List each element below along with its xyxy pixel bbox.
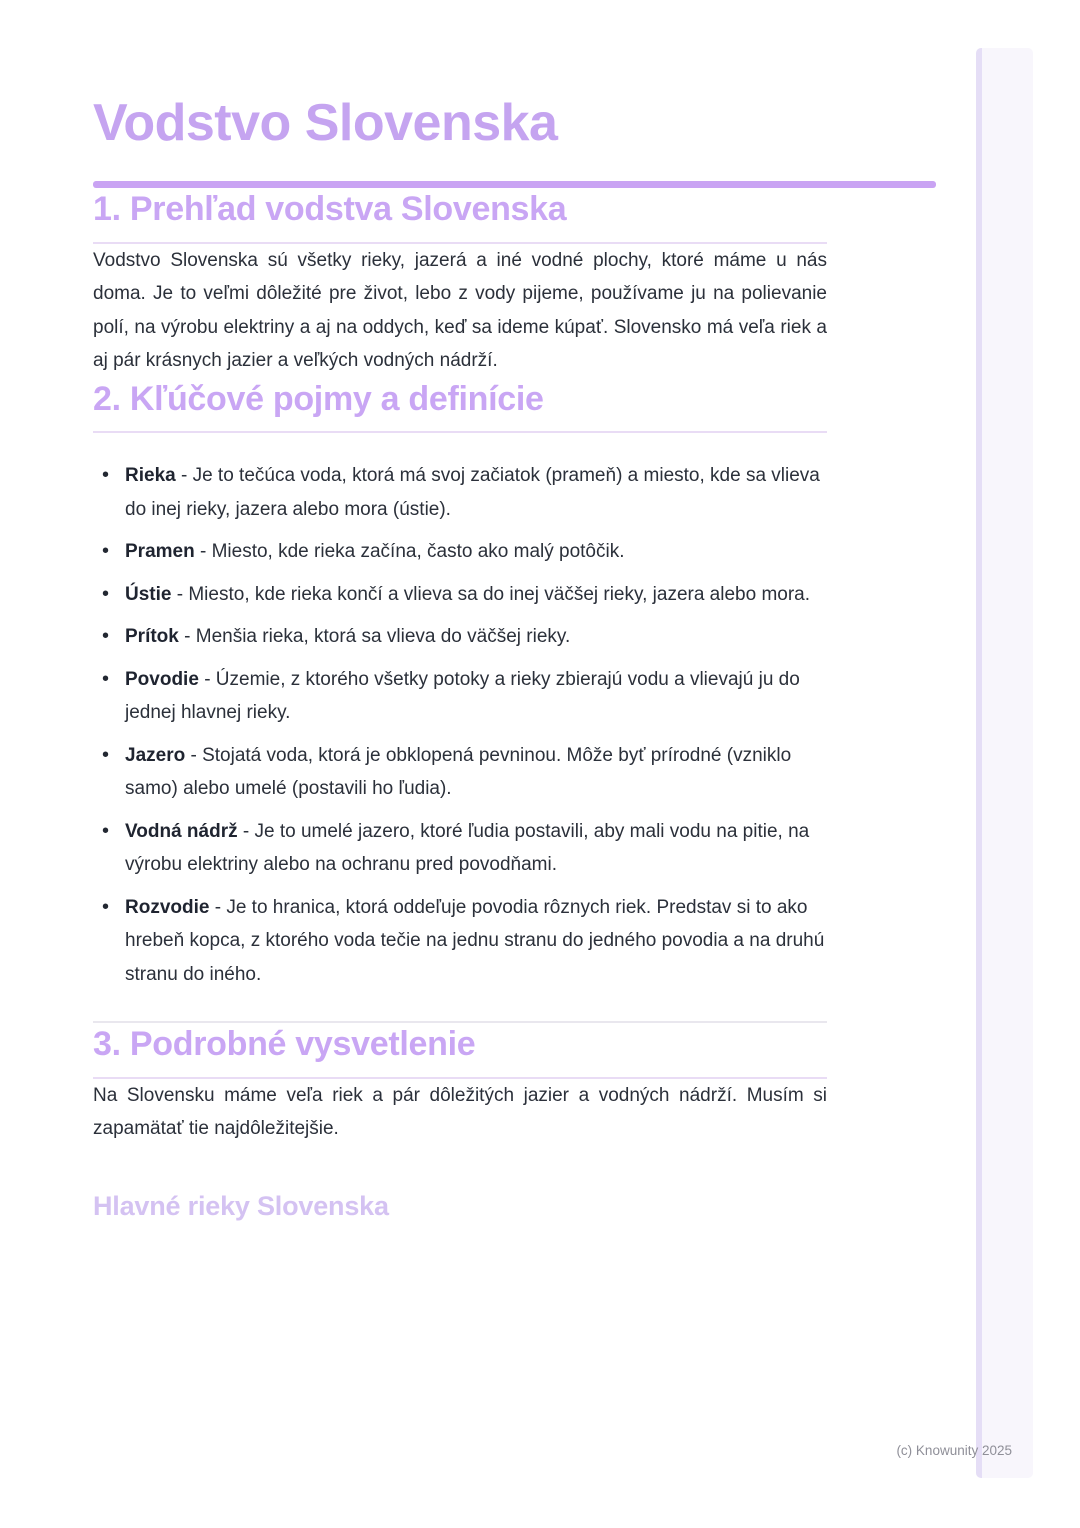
term-definition: - Menšia rieka, ktorá sa vlieva do väčšej rieky. xyxy=(184,626,571,648)
term-label: Prítok xyxy=(125,626,179,648)
list-item xyxy=(93,663,827,730)
definitions-list xyxy=(93,459,827,991)
list-item xyxy=(93,739,827,806)
section-3-paragraph: Na Slovensku máme veľa riek a pár dôležitých jazier a vodných nádrží. Musím si zapamätať tie najdôležitejšie. xyxy=(93,1084,827,1140)
term-label: Rieka xyxy=(125,465,176,487)
list-item xyxy=(93,815,827,882)
section-3-heading: 3. Podrobné vysvetlenie xyxy=(93,1025,476,1064)
section-2-heading: 2. Kľúčové pojmy a definície xyxy=(93,379,544,418)
term-definition: - Je to tečúca voda, ktorá má svoj začiatok (prameň) a miesto, kde sa vlieva do inej rieky, jazera alebo mora (ústie). xyxy=(125,465,820,520)
subsection-heading-main-rivers: Hlavné rieky Slovenska xyxy=(93,1190,389,1221)
section-1-heading: 1. Prehľad vodstva Slovenska xyxy=(93,190,567,229)
list-item xyxy=(93,535,827,569)
term-definition: - Miesto, kde rieka končí a vlieva sa do inej väčšej rieky, jazera alebo mora. xyxy=(176,583,811,605)
term-label: Jazero xyxy=(125,744,186,766)
list-item xyxy=(93,578,827,612)
term-label: Rozvodie xyxy=(125,896,210,918)
section-2-underline xyxy=(93,431,827,433)
copyright-notice: (c) Knowunity 2025 xyxy=(896,1443,1012,1458)
scrollbar[interactable] xyxy=(976,48,1033,1478)
section-1-paragraph: Vodstvo Slovenska sú všetky rieky, jazerá a iné vodné plochy, ktoré máme u nás doma. Je to veľmi dôležité pre život, lebo z vody pijeme, používame ju na polievanie polí, na výrobu elektriny a aj na oddych, keď sa ideme kúpať. Slovensko má veľa riek a aj pár krásnych jazier a veľkých vodných nádrží. xyxy=(93,249,827,372)
term-definition: - Územie, z ktorého všetky potoky a rieky zbierajú vodu a vlievajú ju do jednej hlavnej rieky. xyxy=(125,668,800,724)
title-underline xyxy=(93,181,936,188)
term-label: Pramen xyxy=(125,541,195,563)
page-content xyxy=(93,0,827,1222)
list-item xyxy=(93,891,827,992)
list-item xyxy=(93,459,827,526)
term-label: Vodná nádrž xyxy=(125,820,238,842)
term-definition: - Miesto, kde rieka začína, často ako malý potôčik. xyxy=(199,541,625,563)
term-definition: - Je to umelé jazero, ktoré ľudia postavili, aby mali vodu na pitie, na výrobu elektriny alebo na ochranu pred povodňami. xyxy=(125,820,810,876)
term-label: Ústie xyxy=(125,583,172,605)
term-definition: - Stojatá voda, ktorá je obklopená pevninou. Môže byť prírodné (vzniklo samo) alebo umelé (postavili ho ľudia). xyxy=(125,744,792,800)
term-label: Povodie xyxy=(125,668,199,690)
term-definition: - Je to hranica, ktorá oddeľuje povodia rôznych riek. Predstav si to ako hrebeň kopca, z ktorého voda tečie na jednu stranu do jedného povodia a na druhú stranu do iného. xyxy=(125,896,825,985)
list-item xyxy=(93,620,827,654)
page-title: Vodstvo Slovenska xyxy=(93,94,558,152)
